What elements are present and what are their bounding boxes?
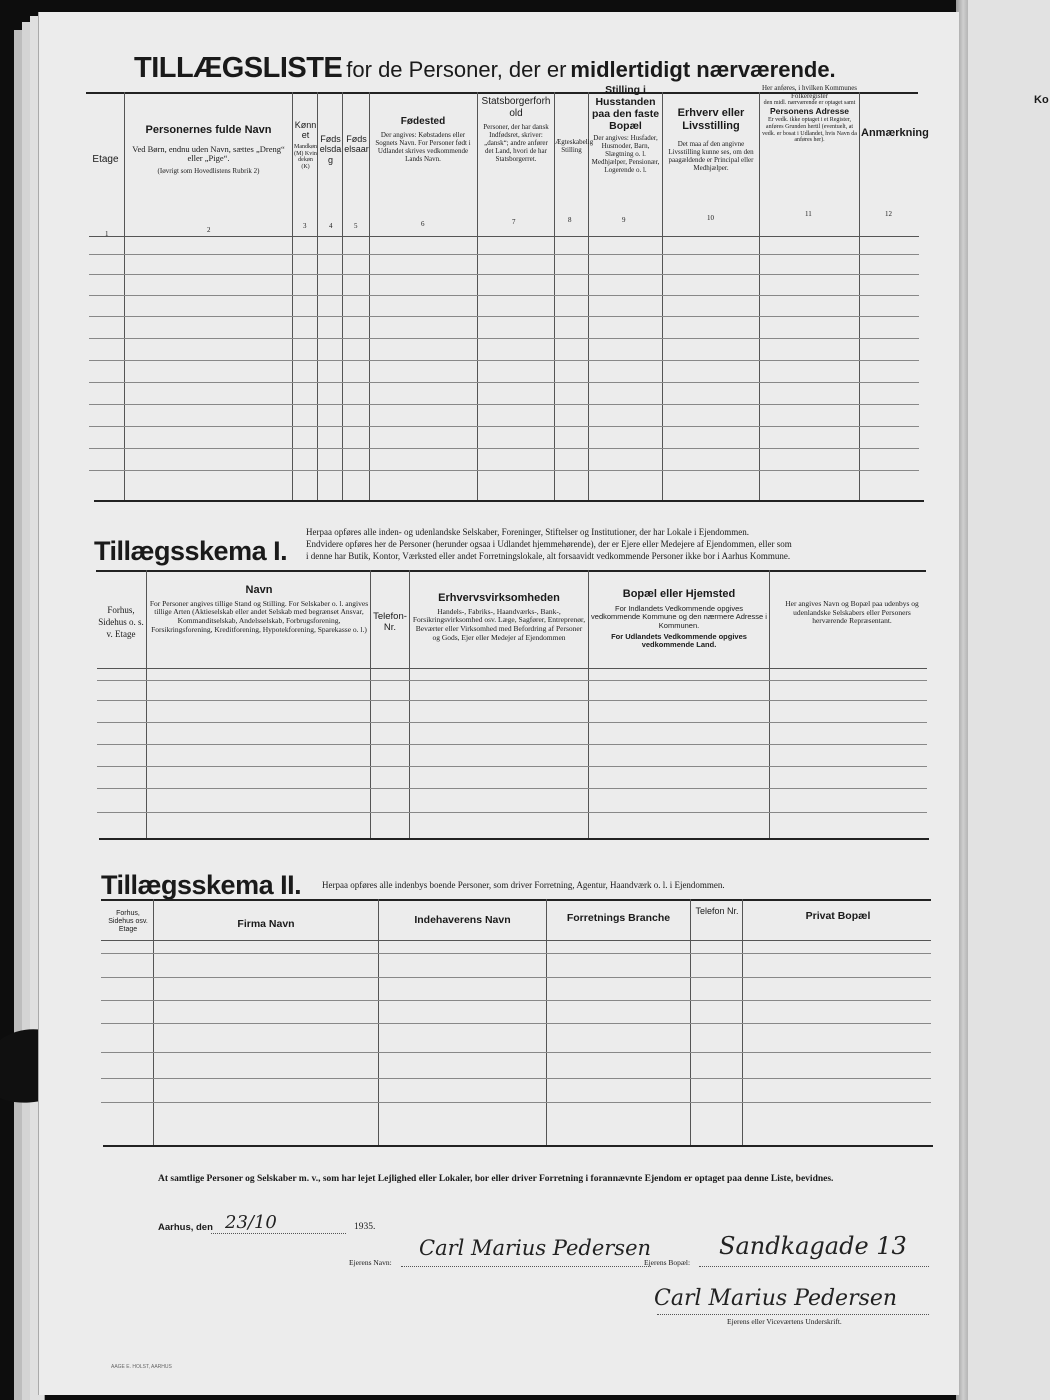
- signature-line: [657, 1314, 929, 1315]
- list-col-name: [127, 124, 290, 175]
- owner-label: Ejerens Navn:: [349, 1258, 392, 1267]
- signature-label: Ejerens eller Viceværtens Underskrift.: [727, 1317, 842, 1326]
- skema2-col-indehaver: Indehaverens Navn: [414, 914, 511, 926]
- skema1-col-erhverv: [412, 592, 586, 642]
- col-num: 3: [303, 222, 307, 230]
- skema2-col-branche: Forretnings Branche: [566, 912, 671, 924]
- col-num: 6: [421, 220, 425, 228]
- skema1-col-navn-sub: For Personer angives tillige Stand og Stilling. For Selskaber o. l. angives tillige Arten (Aktieselskab eller andet Selskab med begrænset Ansvar, Kommanditselskab, Andelsselskab, Forbrugsforening, Forsikringsforening, Kreditforening, Hypotekforening, Sparekasse o. l.): [149, 598, 369, 634]
- skema1-title: Tillægsskema I.: [94, 536, 288, 566]
- row-line: [89, 295, 919, 296]
- list-col-register-sub: den midl. nærværende er optaget samt: [763, 100, 856, 107]
- list-title: [134, 52, 836, 85]
- printer-mark: AAGE E. HOLST, AARHUS: [111, 1364, 172, 1370]
- row-line: [101, 1078, 931, 1079]
- date-handwritten: 23/10: [225, 1212, 277, 1233]
- list-col-birthplace-head: Fødested: [400, 116, 446, 127]
- row-line: [89, 382, 919, 383]
- list-col-register-sub2: Er vedk. ikke optaget i et Register, anføres Grunden hertil (eventuelt, at vedk. er bosat i Udlandet, hvis Navn da anføres her).: [762, 116, 857, 144]
- list-col-register: [761, 84, 858, 144]
- skema2-col-etage: Forhus, Sidehus osv. Etage: [108, 910, 148, 934]
- skema1-col-navn: [149, 584, 369, 634]
- address-label: Ejerens Bopæl:: [644, 1258, 691, 1267]
- list-col-name-head: Personernes fulde Navn: [145, 124, 272, 136]
- row-line: [101, 940, 931, 941]
- col-divider: [859, 92, 860, 502]
- col-num: 10: [707, 214, 714, 222]
- row-line: [97, 766, 927, 767]
- form-page: [38, 12, 959, 1395]
- list-col-citizenship-head: Statsborgerforhold: [481, 96, 551, 119]
- skema2-col-tlf: Telefon Nr.: [695, 906, 739, 916]
- signature-handwritten: Carl Marius Pedersen: [654, 1286, 898, 1311]
- skema1-col-bopael: [591, 588, 767, 650]
- skema1-desc-line: i denne har Butik, Kontor, Værksted eller andet Forretningslokale, alt forsaavidt vedkommende Personer ikke bor i Aarhus Kommune.: [306, 551, 791, 561]
- col-num: 4: [329, 222, 333, 230]
- col-divider: [759, 92, 760, 502]
- row-line: [89, 316, 919, 317]
- col-num: 12: [885, 210, 892, 218]
- col-divider: [769, 570, 770, 838]
- list-col-household-head: Stilling i Husstanden paa den faste Bopæl: [591, 84, 660, 133]
- list-col-household: [590, 84, 661, 174]
- owner-handwritten: Carl Marius Pedersen: [419, 1236, 652, 1260]
- list-col-name-sub: Ved Børn, endnu uden Navn, sættes „Dreng“ eller „Pige“.: [132, 143, 285, 164]
- list-col-sex-head: Kønnet: [294, 120, 317, 141]
- skema1-col-rep: Her angives Navn og Bopæl paa udenbys og udenlandske Selskabers eller Personers herværende Repræsentant.: [785, 599, 919, 626]
- list-col-birthday: Fødselsdag: [319, 134, 342, 165]
- col-divider: [342, 92, 343, 502]
- row-line: [97, 788, 927, 789]
- rule: [99, 838, 929, 840]
- col-divider: [662, 92, 663, 502]
- col-num: 11: [805, 210, 812, 218]
- list-col-birthyear: Fødselsaar: [344, 134, 369, 155]
- certification-text: At samtlige Personer og Selskaber m. v., som har lejet Lejlighed eller Lokaler, bor eller driver Forretning i forannævnte Ejendom er optaget paa denne Liste, bevidnes.: [158, 1174, 834, 1184]
- skema2-col-firma: Firma Navn: [237, 918, 295, 930]
- list-col-citizenship: [479, 96, 553, 163]
- row-line: [89, 360, 919, 361]
- place-label: Aarhus, den: [158, 1222, 213, 1233]
- list-title-main: TILLÆGSLISTE: [134, 52, 343, 84]
- list-title-bold: midlertidigt nærværende.: [570, 57, 836, 82]
- skema2-col-bopael: Privat Bopæl: [805, 910, 871, 922]
- col-num: 9: [622, 216, 626, 224]
- list-col-remarks: Anmærkning: [861, 127, 929, 139]
- list-col-occupation: [664, 107, 758, 172]
- col-divider: [370, 570, 371, 838]
- col-divider: [124, 92, 125, 502]
- row-line: [89, 254, 919, 255]
- col-num: 8: [568, 216, 572, 224]
- list-col-household-sub: Der angives: Husfader, Husmoder, Barn, Slægtning o. l. Medhjælper, Pensionær, Logerende o. l.: [591, 134, 660, 175]
- row-line: [101, 953, 931, 954]
- row-line: [97, 744, 927, 745]
- col-divider: [146, 570, 147, 838]
- skema1-col-erhverv-sub: Handels-, Fabriks-, Haandværks-, Bank-, Forsikringsvirksomhed osv. Læge, Sagfører, Entreprenør, Beværter eller Virksomhed med Befordring af Personer og Gods, Ejer eller Medejer af Ejendommen: [412, 606, 586, 642]
- skema1-col-bopael-sub2: For Udlandets Vedkommende opgives vedkommende Land.: [611, 631, 747, 650]
- list-col-register-head: Her anføres, i hvilken Kommunes Folkeregister: [761, 84, 858, 101]
- row-line: [97, 680, 927, 681]
- row-line: [89, 448, 919, 449]
- owner-line: [401, 1266, 651, 1267]
- skema1-col-tlf: Telefon-Nr.: [373, 611, 407, 633]
- col-num: 7: [512, 218, 516, 226]
- row-line: [89, 426, 919, 427]
- year: 1935.: [354, 1222, 376, 1232]
- col-divider: [369, 92, 370, 502]
- col-divider: [292, 92, 293, 502]
- skema1-col-erhverv-head: Erhvervsvirksomheden: [438, 592, 560, 604]
- col-num: 1: [105, 230, 109, 238]
- col-num: 2: [207, 226, 211, 234]
- row-line: [89, 338, 919, 339]
- list-col-sex-sub: Mandkøn (M) Kvindekøn (K): [294, 143, 317, 171]
- row-line: [89, 404, 919, 405]
- date-line: [211, 1233, 346, 1234]
- next-page: [966, 0, 1050, 1400]
- list-col-marital: Ægteskabelig Stilling: [555, 138, 594, 155]
- col-divider: [409, 570, 410, 838]
- list-col-birthplace: [371, 116, 475, 163]
- row-line: [89, 236, 919, 237]
- skema1-description: [306, 526, 936, 562]
- skema1-desc-line: Herpaa opføres alle inden- og udenlandske Selskaber, Foreninger, Stiftelser og Institutioner, der har Lokale i Ejendommen.: [306, 527, 750, 537]
- list-col-etage: Etage: [92, 154, 119, 165]
- skema2-title: Tillægsskema II.: [101, 870, 302, 900]
- col-divider: [477, 92, 478, 502]
- row-line: [89, 470, 919, 471]
- skema2-description: Herpaa opføres alle indenbys boende Personer, som driver Forretning, Agentur, Haandværk o. l. i Ejendommen.: [322, 880, 725, 890]
- list-col-register-head2: Personens Adresse: [769, 105, 850, 116]
- next-page-fragment: Ko: [1034, 94, 1049, 106]
- list-col-birthplace-sub: Der angives: Købstadens eller Sognets Navn. For Personer født i Udlandet skrives vedkommende Lands Navn.: [375, 130, 471, 163]
- row-line: [101, 977, 931, 978]
- row-line: [89, 274, 919, 275]
- skema1-col-etage: Forhus, Sidehus o. s. v. Etage: [98, 605, 144, 639]
- rule: [103, 1145, 933, 1147]
- skema1-col-navn-head: Navn: [245, 584, 273, 596]
- address-line: [699, 1266, 929, 1267]
- col-divider: [317, 92, 318, 502]
- col-divider: [588, 92, 589, 502]
- list-col-occupation-head: Erhverv eller Livsstilling: [677, 107, 745, 132]
- row-line: [101, 1000, 931, 1001]
- row-line: [97, 668, 927, 669]
- rule: [101, 899, 931, 901]
- rule: [94, 500, 924, 502]
- col-divider: [588, 570, 589, 838]
- skema1-col-bopael-sub1: For Indlandets Vedkommende opgives vedkommende Kommune og den nærmere Adresse i Kommunen.: [591, 603, 767, 630]
- row-line: [101, 1052, 931, 1053]
- list-col-sex: [294, 120, 317, 171]
- rule: [96, 570, 926, 572]
- skema1-col-bopael-head: Bopæl eller Hjemsted: [622, 588, 736, 600]
- row-line: [97, 722, 927, 723]
- address-handwritten: Sandkagade 13: [719, 1232, 907, 1260]
- row-line: [101, 1102, 931, 1103]
- row-line: [97, 700, 927, 701]
- list-col-name-sub2: (Iøvrigt som Hovedlistens Rubrik 2): [157, 167, 260, 176]
- col-num: 5: [354, 222, 358, 230]
- list-col-citizenship-sub: Personer, der har dansk Indfødsret, skriver: „dansk“; andre anfører det Land, hvori de har Statsborgerret.: [483, 123, 549, 164]
- row-line: [97, 812, 927, 813]
- row-line: [101, 1023, 931, 1024]
- list-title-rest: for de Personer, der er: [346, 57, 567, 82]
- skema1-desc-line: Endvidere opføres her de Personer (herunder ogsaa i Udlandet hjemmehørende), der er Ejere eller Medejere af Ejendommen, eller som: [306, 539, 792, 549]
- list-col-occupation-sub: Det maa af den angivne Livsstilling kunne ses, om den paagældende er Principal eller Medhjælper.: [668, 140, 754, 173]
